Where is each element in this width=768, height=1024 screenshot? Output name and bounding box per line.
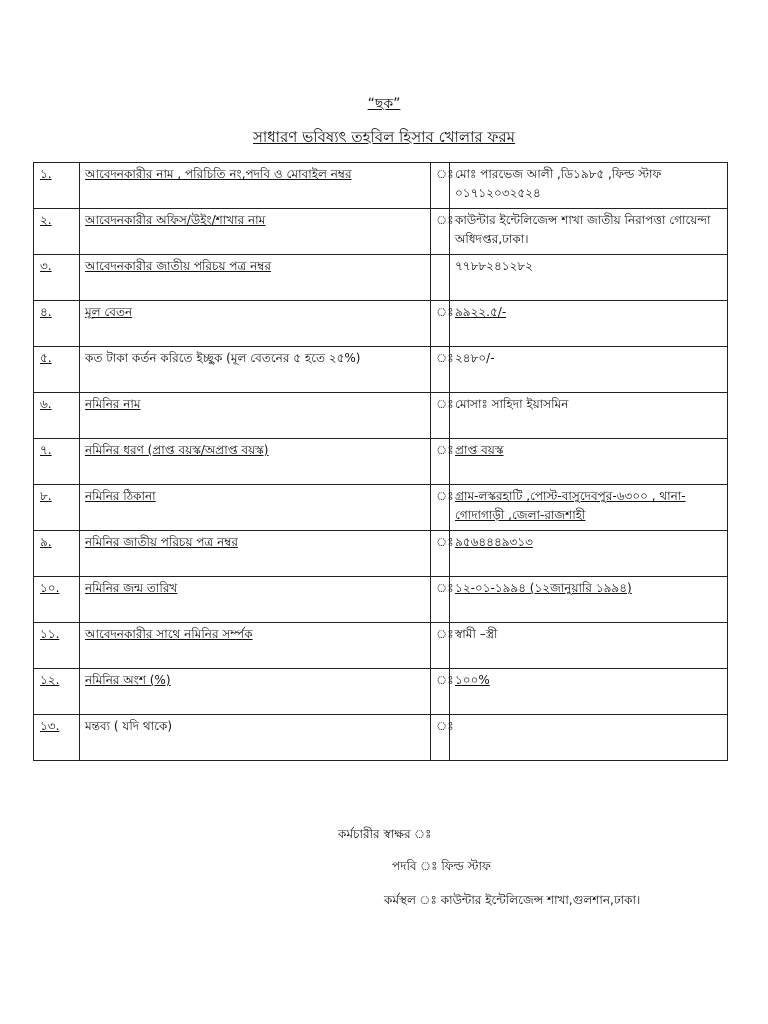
row-number: ১২. [34, 669, 80, 715]
row-colon: ঃ [431, 623, 450, 669]
row-colon: ঃ [431, 163, 450, 209]
table-row [34, 669, 728, 715]
table-row [34, 301, 728, 347]
row-colon: ঃ [431, 577, 450, 623]
table-row [34, 485, 728, 531]
table-row [34, 393, 728, 439]
row-value: ৯৫৬৪৪৪৯৩১৩ [450, 531, 728, 577]
row-value: স্বামী –স্ত্রী [450, 623, 728, 669]
row-label: মন্তব্য ( যদি থাকে) [80, 715, 431, 761]
row-value [450, 715, 728, 761]
employee-signature-label: কর্মচারীর স্বাক্ষর ঃ [338, 827, 432, 841]
row-value: ১০০% [450, 669, 728, 715]
row-colon: ঃ [431, 669, 450, 715]
row-value: ৯৯২২.৫/- [450, 301, 728, 347]
row-label: আবেদনকারীর অফিস/উইং/শাখার নাম [80, 209, 431, 255]
row-number: ৮. [34, 485, 80, 531]
row-label: আবেদনকারীর সাথে নমিনির সর্ম্পক [80, 623, 431, 669]
row-label: নমিনির জন্ম তারিখ [80, 577, 431, 623]
form-code-label [0, 92, 768, 116]
row-label: কত টাকা কর্তন করিতে ইচ্ছুক (মূল বেতনের ৫ হতে ২৫%) [80, 347, 431, 393]
row-number: ৯. [34, 531, 80, 577]
row-colon: ঃ [431, 715, 450, 761]
row-label: আবেদনকারীর জাতীয় পরিচয় পত্র নম্বর [80, 255, 431, 301]
table-row [34, 577, 728, 623]
row-colon: ঃ [431, 393, 450, 439]
table-row [34, 255, 728, 301]
row-colon: ঃ [431, 209, 450, 255]
row-number: ১৩. [34, 715, 80, 761]
row-colon: ঃ [431, 347, 450, 393]
row-number: ১. [34, 163, 80, 209]
row-value: ১২-০১-১৯৯৪ (১২জানুয়ারি ১৯৯৪) [450, 577, 728, 623]
row-colon: ঃ [431, 531, 450, 577]
row-label: নমিনির ধরণ (প্রাপ্ত বয়স্ক/অপ্রাপ্ত বয়স্ক) [80, 439, 431, 485]
row-number: ৩. [34, 255, 80, 301]
row-colon: ঃ [431, 301, 450, 347]
row-number: ১০. [34, 577, 80, 623]
table-row [34, 715, 728, 761]
table-row [34, 439, 728, 485]
row-label: নমিনির অংশ (%) [80, 669, 431, 715]
row-number: ১১. [34, 623, 80, 669]
row-label: নমিনির নাম [80, 393, 431, 439]
row-value: কাউন্টার ইন্টেলিজেন্স শাখা জাতীয় নিরাপত্তা গোয়েন্দা অধিদপ্তর,ঢাকা। [450, 209, 728, 255]
table-row [34, 163, 728, 209]
form-code-text: “ছক” [367, 96, 401, 112]
row-number: ৭. [34, 439, 80, 485]
row-value: ৭৭৮৮২৪১২৮২ [450, 255, 728, 301]
row-number: ৬. [34, 393, 80, 439]
row-number: ৫. [34, 347, 80, 393]
row-label: নমিনির ঠিকানা [80, 485, 431, 531]
row-colon: ঃ [431, 439, 450, 485]
row-colon: ঃ [431, 485, 450, 531]
application-form-table [33, 162, 728, 761]
row-value: গ্রাম-লস্করহাটি ,পোস্ট-বাসুদেবপুর-৬৩০০ , থানা-গোদাগাড়ী ,জেলা-রাজশাহী [450, 485, 728, 531]
table-row [34, 347, 728, 393]
row-number: ২. [34, 209, 80, 255]
row-value: মোসাঃ সাহিদা ইয়াসমিন [450, 393, 728, 439]
table-row [34, 209, 728, 255]
row-value: ২৪৮০/- [450, 347, 728, 393]
row-label: নমিনির জাতীয় পরিচয় পত্র নম্বর [80, 531, 431, 577]
row-label: মূল বেতন [80, 301, 431, 347]
workplace-label: কর্মস্থল ঃ কাউন্টার ইন্টেলিজেন্স শাখা,গুলশান,ঢাকা। [384, 893, 641, 907]
row-label: আবেদনকারীর নাম , পরিচিতি নং,পদবি ও মোবাইল নম্বর [80, 163, 431, 209]
designation-label: পদবি ঃ ফিল্ড স্টাফ [392, 859, 491, 873]
page-title [0, 126, 768, 151]
row-value: প্রাপ্ত বয়স্ক [450, 439, 728, 485]
row-value: মোঃ পারভেজ আলী ,ডি১৯৮৫ ,ফিল্ড স্টাফ ০১৭১২০৩২৫২৪ [450, 163, 728, 209]
table-row [34, 623, 728, 669]
table-row [34, 531, 728, 577]
page-title-text: সাধারণ ভবিষ্যৎ তহবিল হিসাব খোলার ফরম [253, 128, 515, 146]
row-number: ৪. [34, 301, 80, 347]
row-colon [431, 255, 450, 301]
